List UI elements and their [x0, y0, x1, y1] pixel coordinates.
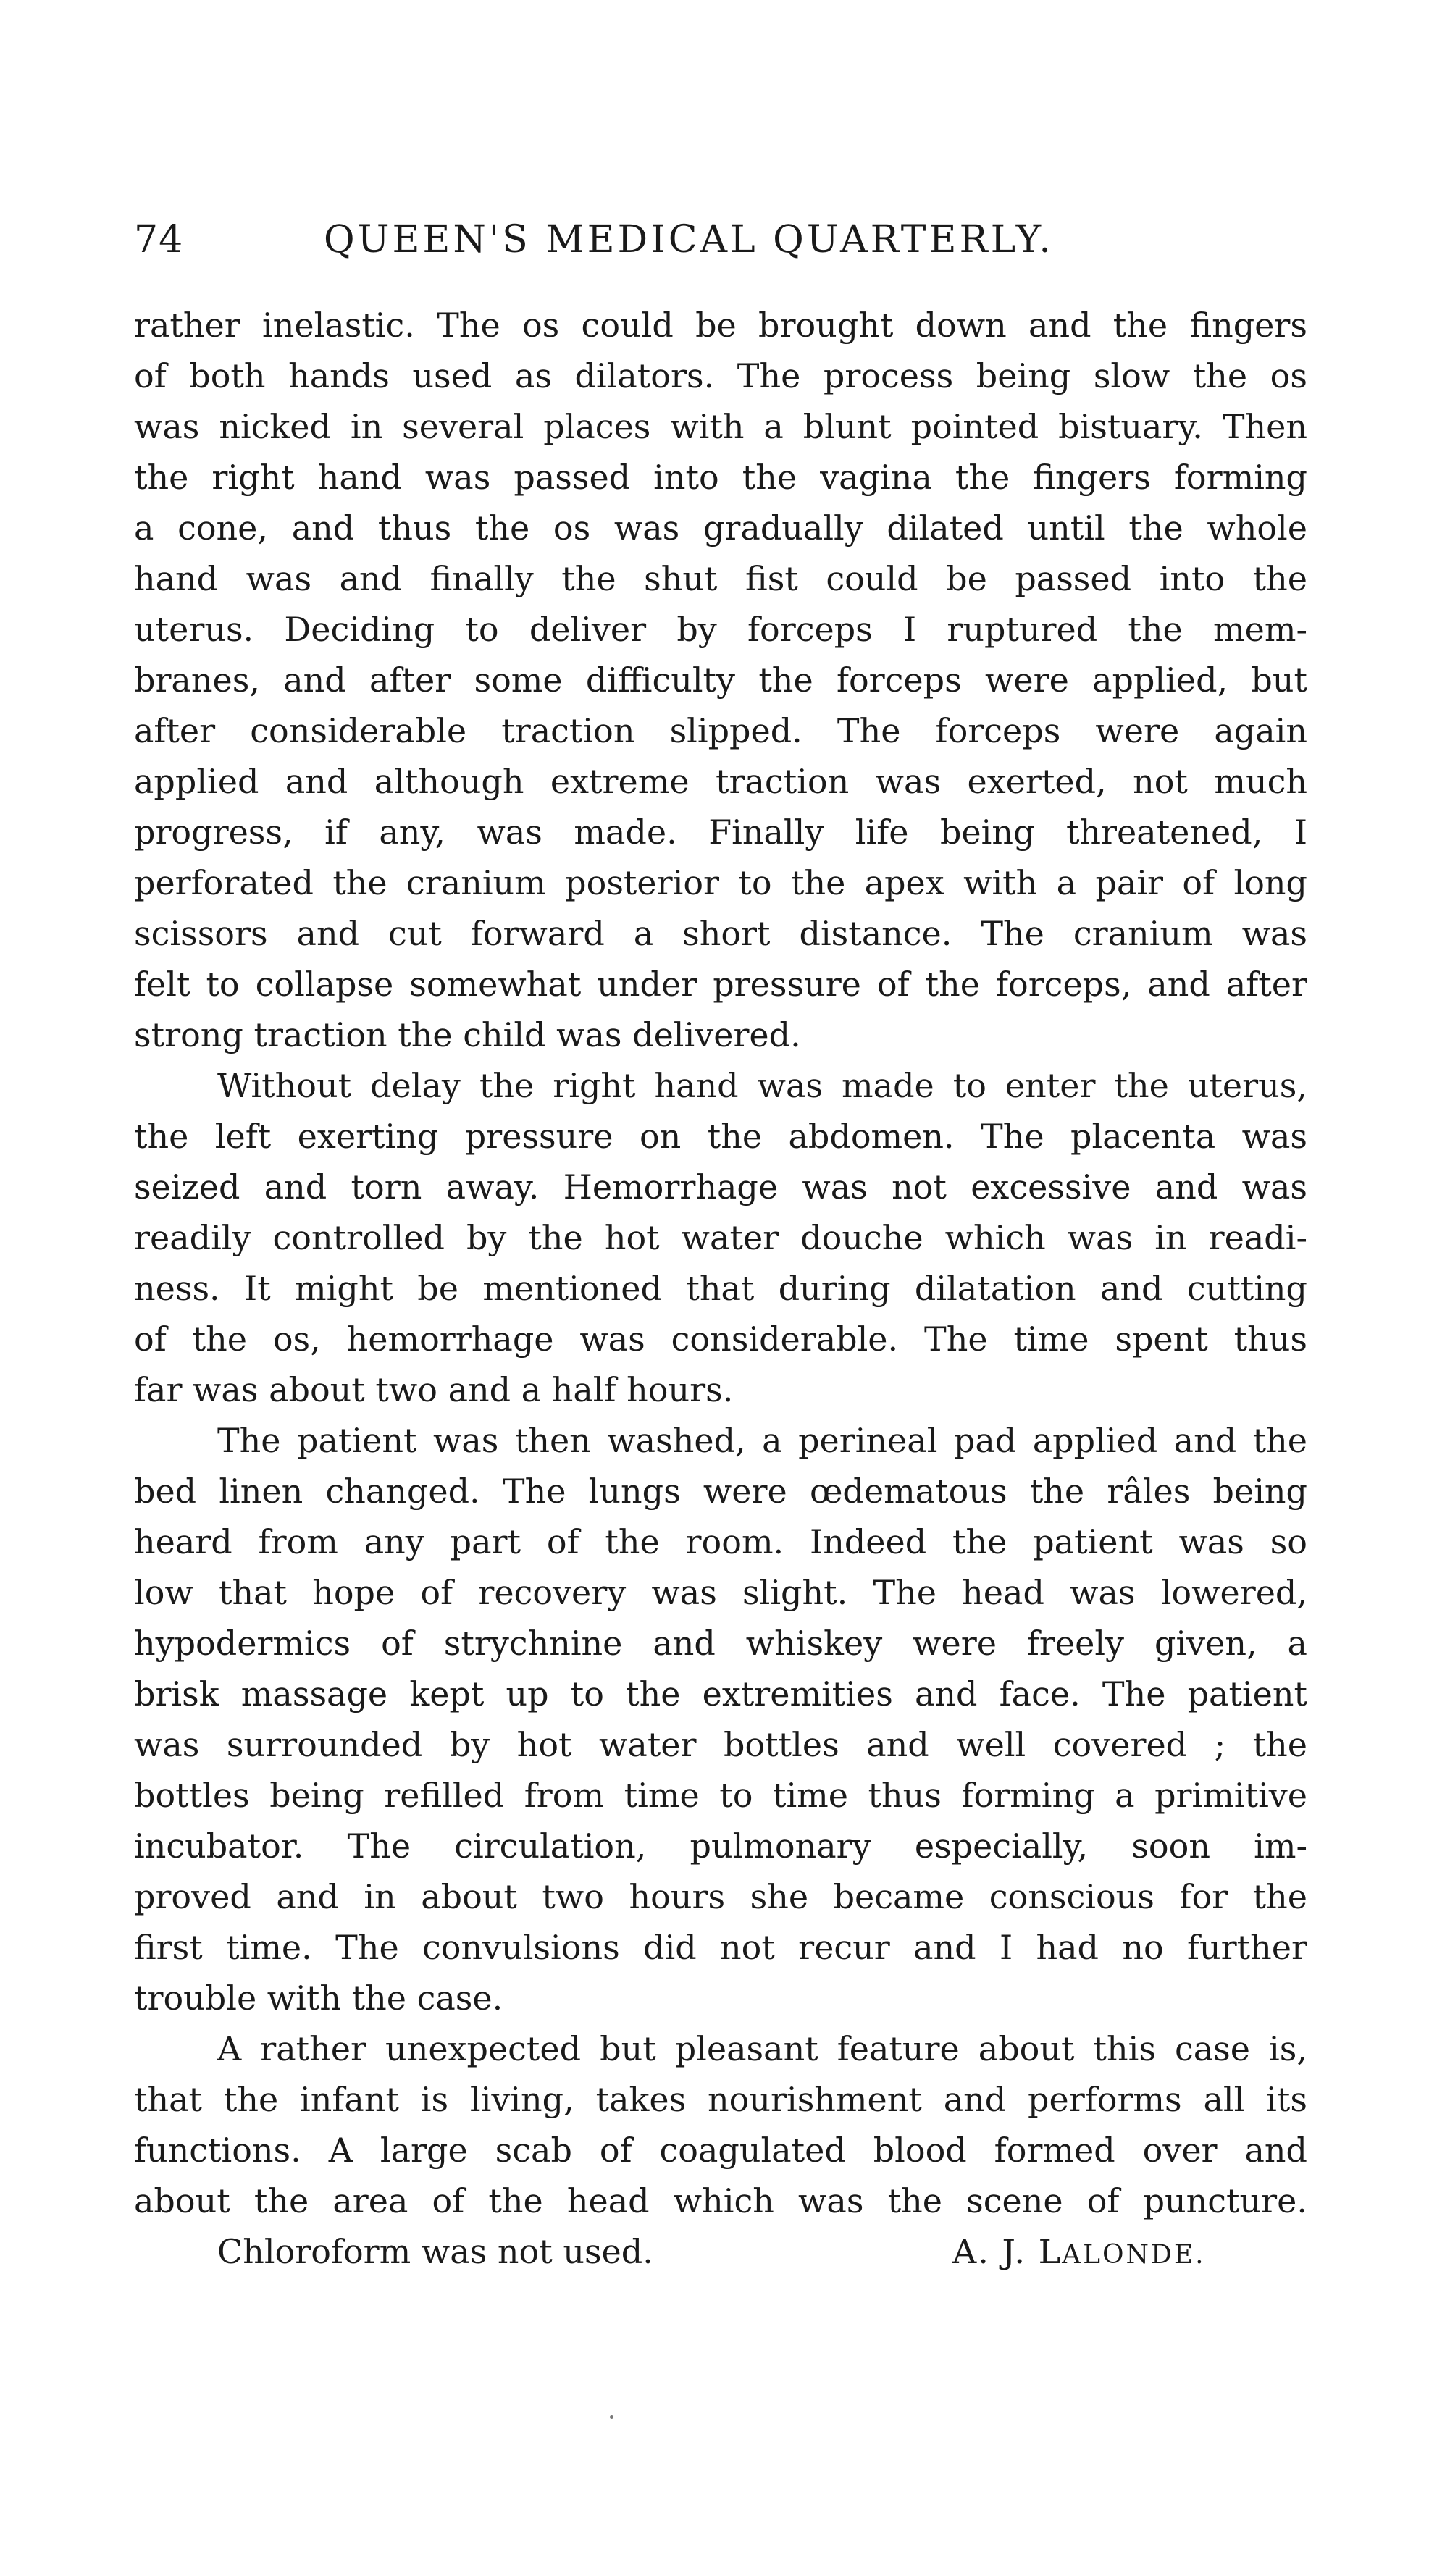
stray-ink-dot	[610, 2415, 613, 2419]
running-head	[134, 207, 1307, 272]
text-line: progress, if any, was made. Finally life being threatened, I	[134, 813, 1307, 852]
text-line: heard from any part of the room. Indeed the patient was so	[134, 1522, 1307, 1561]
closing-note: Chloroform was not used.	[217, 2232, 653, 2271]
text-line: functions. A large scab of coagulated blood formed over and	[134, 2131, 1307, 2170]
text-line: Without delay the right hand was made to enter the uterus,	[217, 1066, 1307, 1105]
text-line: low that hope of recovery was slight. The head was lowered,	[134, 1573, 1307, 1612]
text-line: first time. The convulsions did not recur and I had no further	[134, 1928, 1307, 1967]
paragraph-4	[134, 2023, 1307, 2226]
text-line: A rather unexpected but pleasant feature about this case is,	[217, 2029, 1307, 2068]
paragraph-1	[134, 300, 1307, 1060]
page-number: 74	[134, 218, 184, 261]
author-initials: A. J. L	[952, 2232, 1063, 2271]
text-line: after considerable traction slipped. The forceps were again	[134, 711, 1307, 750]
signature-line	[134, 2226, 1307, 2277]
text-line: hypodermics of strychnine and whiskey were freely given, a	[134, 1624, 1307, 1663]
text-line: was surrounded by hot water bottles and well covered ; the	[134, 1725, 1307, 1764]
text-line: of the os, hemorrhage was considerable. The time spent thus	[134, 1320, 1307, 1359]
text-line: about the area of the head which was the scene of puncture.	[134, 2181, 1307, 2220]
text-line: a cone, and thus the os was gradually dilated until the whole	[134, 508, 1307, 547]
text-line: incubator. The circulation, pulmonary especially, soon im-	[134, 1826, 1307, 1866]
text-line: proved and in about two hours she became conscious for the	[134, 1877, 1307, 1916]
text-line: strong traction the child was delivered.	[134, 1015, 801, 1054]
journal-title: QUEEN'S MEDICAL QUARTERLY.	[324, 218, 1054, 261]
text-line: scissors and cut forward a short distance. The cranium was	[134, 914, 1307, 953]
text-line: rather inelastic. The os could be brought down and the fingers	[134, 306, 1307, 345]
text-line: branes, and after some difficulty the forceps were applied, but	[134, 660, 1307, 700]
text-line: applied and although extreme traction was exerted, not much	[134, 762, 1307, 801]
article-body	[134, 300, 1307, 2277]
paragraph-2	[134, 1060, 1307, 1415]
text-line: bed linen changed. The lungs were œdematous the râles being	[134, 1472, 1307, 1511]
text-line: felt to collapse somewhat under pressure of the forceps, and after	[134, 965, 1307, 1004]
text-line: of both hands used as dilators. The process being slow the os	[134, 356, 1307, 395]
author-signature	[952, 2226, 1206, 2281]
text-line: bottles being refilled from time to time thus forming a primitive	[134, 1776, 1307, 1815]
text-line: seized and torn away. Hemorrhage was not excessive and was	[134, 1167, 1307, 1207]
text-line: uterus. Deciding to deliver by forceps I ruptured the mem-	[134, 610, 1307, 649]
text-line: far was about two and a half hours.	[134, 1370, 734, 1409]
text-line: brisk massage kept up to the extremities and face. The patient	[134, 1674, 1307, 1713]
text-line: that the infant is living, takes nourishment and performs all its	[134, 2080, 1307, 2119]
text-line: perforated the cranium posterior to the apex with a pair of long	[134, 863, 1307, 902]
text-line: the right hand was passed into the vagina the fingers forming	[134, 458, 1307, 497]
author-surname: ALONDE.	[1062, 2240, 1206, 2270]
text-line: ness. It might be mentioned that during dilatation and cutting	[134, 1269, 1307, 1308]
text-line: the left exerting pressure on the abdomen. The placenta was	[134, 1117, 1307, 1156]
text-line: was nicked in several places with a blunt pointed bistuary. Then	[134, 407, 1307, 446]
text-line: readily controlled by the hot water douche which was in readi-	[134, 1218, 1307, 1257]
text-line: The patient was then washed, a perineal pad applied and the	[217, 1421, 1307, 1460]
paragraph-3	[134, 1415, 1307, 2023]
text-line: trouble with the case.	[134, 1979, 503, 2018]
text-line: hand was and finally the shut fist could be passed into the	[134, 559, 1307, 598]
